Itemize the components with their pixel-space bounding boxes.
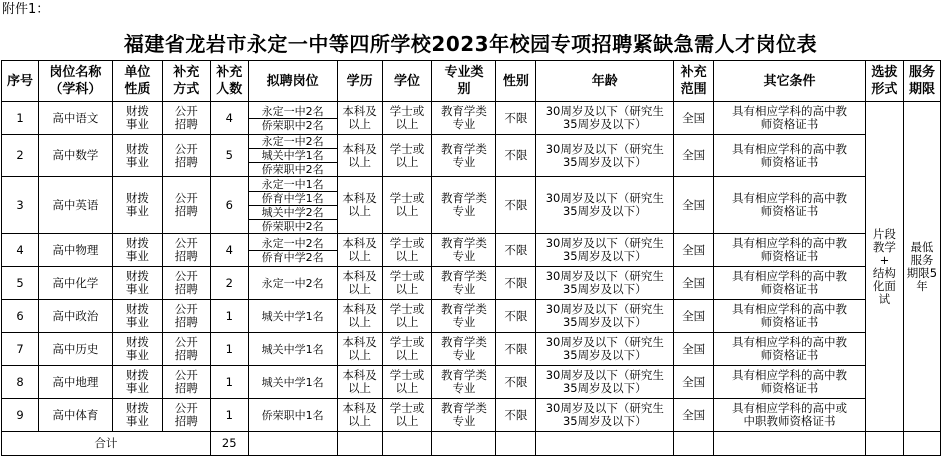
cell-count: 1 xyxy=(210,300,248,333)
cell-seq: 1 xyxy=(2,102,39,135)
cell-scope: 全国 xyxy=(674,177,714,234)
cell-gender: 不限 xyxy=(496,234,536,267)
cell-posts xyxy=(248,267,337,300)
cell-position-name: 高中语文 xyxy=(38,102,112,135)
header-posts: 拟聘岗位 xyxy=(248,61,337,102)
cell-gender: 不限 xyxy=(496,399,536,432)
cell-gender: 不限 xyxy=(496,102,536,135)
cell-seq: 3 xyxy=(2,177,39,234)
post-entry: 侨育中学2名 xyxy=(261,250,324,264)
cell-degree: 学士或 以上 xyxy=(382,366,432,399)
header-selection: 选拔 形式 xyxy=(865,61,903,102)
cell-degree: 学士或 以上 xyxy=(382,300,432,333)
cell-other: 具有相应学科的高中教 师资格证书 xyxy=(714,333,866,366)
cell-degree: 学士或 以上 xyxy=(382,399,432,432)
cell-position-name: 高中体育 xyxy=(38,399,112,432)
cell-posts xyxy=(248,135,337,177)
total-count: 25 xyxy=(210,432,248,456)
cell-major: 教育学类 专业 xyxy=(432,177,496,234)
cell-count: 2 xyxy=(210,267,248,300)
post-entry: 永定一中1名 xyxy=(249,178,337,192)
cell-count: 5 xyxy=(210,135,248,177)
cell-selection: 片段 教学 + 结构 化面 试 xyxy=(865,102,903,432)
cell-unit-type: 财拨 事业 xyxy=(112,135,162,177)
cell-age: 30周岁及以下（研究生 35周岁及以下） xyxy=(536,399,674,432)
cell-position-name: 高中数学 xyxy=(38,135,112,177)
header-unit: 单位 性质 xyxy=(112,61,162,102)
cell-age: 30周岁及以下（研究生 35周岁及以下） xyxy=(536,366,674,399)
post-entry: 侨育中学1名 xyxy=(249,192,337,206)
total-row xyxy=(2,432,941,456)
cell-gender: 不限 xyxy=(496,135,536,177)
header-position: 岗位名称 （学科） xyxy=(38,61,112,102)
header-major: 专业类 别 xyxy=(432,61,496,102)
cell-degree: 学士或 以上 xyxy=(382,333,432,366)
post-entry: 城关中学1名 xyxy=(261,309,324,323)
table-row xyxy=(2,333,941,366)
table-row xyxy=(2,399,941,432)
header-other: 其它条件 xyxy=(714,61,866,102)
table-row xyxy=(2,135,941,177)
cell-method: 公开 招聘 xyxy=(162,366,210,399)
cell-major: 教育学类 专业 xyxy=(432,333,496,366)
cell-posts xyxy=(248,333,337,366)
cell-count: 1 xyxy=(210,399,248,432)
cell-seq: 9 xyxy=(2,399,39,432)
cell-seq: 5 xyxy=(2,267,39,300)
cell-posts xyxy=(248,300,337,333)
table-row xyxy=(2,366,941,399)
header-age: 年龄 xyxy=(536,61,674,102)
positions-table xyxy=(1,60,941,456)
cell-other: 具有相应学科的高中教 师资格证书 xyxy=(714,366,866,399)
cell-age: 30周岁及以下（研究生 35周岁及以下） xyxy=(536,300,674,333)
post-entry: 城关中学1名 xyxy=(261,375,324,389)
post-entry: 永定一中2名 xyxy=(249,135,337,149)
cell-gender: 不限 xyxy=(496,333,536,366)
cell-education: 本科及 以上 xyxy=(337,102,382,135)
cell-unit-type: 财拨 事业 xyxy=(112,366,162,399)
header-gender: 性别 xyxy=(496,61,536,102)
cell-seq: 8 xyxy=(2,366,39,399)
cell-gender: 不限 xyxy=(496,267,536,300)
cell-seq: 4 xyxy=(2,234,39,267)
post-entry: 永定一中2名 xyxy=(249,105,337,119)
cell-position-name: 高中英语 xyxy=(38,177,112,234)
cell-education: 本科及 以上 xyxy=(337,234,382,267)
cell-degree: 学士或 以上 xyxy=(382,234,432,267)
header-service: 服务 期限 xyxy=(903,61,940,102)
cell-count: 4 xyxy=(210,234,248,267)
post-entry: 侨荣职中1名 xyxy=(261,408,324,422)
cell-position-name: 高中化学 xyxy=(38,267,112,300)
cell-method: 公开 招聘 xyxy=(162,399,210,432)
post-entry: 侨荣职中2名 xyxy=(261,219,324,233)
cell-position-name: 高中地理 xyxy=(38,366,112,399)
cell-other: 具有相应学科的高中教 师资格证书 xyxy=(714,177,866,234)
cell-major: 教育学类 专业 xyxy=(432,102,496,135)
cell-education: 本科及 以上 xyxy=(337,135,382,177)
cell-scope: 全国 xyxy=(674,234,714,267)
cell-other: 具有相应学科的高中或 中职教师资格证书 xyxy=(714,399,866,432)
cell-other: 具有相应学科的高中教 师资格证书 xyxy=(714,300,866,333)
cell-other: 具有相应学科的高中教 师资格证书 xyxy=(714,267,866,300)
cell-major: 教育学类 专业 xyxy=(432,135,496,177)
header-method: 补充 方式 xyxy=(162,61,210,102)
page-title: 福建省龙岩市永定一中等四所学校2023年校园专项招聘紧缺急需人才岗位表 xyxy=(123,32,818,56)
cell-posts xyxy=(248,102,337,135)
cell-other: 具有相应学科的高中教 师资格证书 xyxy=(714,102,866,135)
cell-major: 教育学类 专业 xyxy=(432,234,496,267)
cell-position-name: 高中政治 xyxy=(38,300,112,333)
cell-scope: 全国 xyxy=(674,300,714,333)
annex-label: 附件1： xyxy=(2,2,50,17)
cell-other: 具有相应学科的高中教 师资格证书 xyxy=(714,135,866,177)
cell-count: 6 xyxy=(210,177,248,234)
cell-count: 1 xyxy=(210,333,248,366)
cell-method: 公开 招聘 xyxy=(162,102,210,135)
table-row xyxy=(2,267,941,300)
cell-unit-type: 财拨 事业 xyxy=(112,234,162,267)
cell-method: 公开 招聘 xyxy=(162,177,210,234)
cell-seq: 2 xyxy=(2,135,39,177)
cell-method: 公开 招聘 xyxy=(162,135,210,177)
cell-major: 教育学类 专业 xyxy=(432,267,496,300)
cell-gender: 不限 xyxy=(496,177,536,234)
cell-posts xyxy=(248,366,337,399)
cell-method: 公开 招聘 xyxy=(162,267,210,300)
cell-method: 公开 招聘 xyxy=(162,333,210,366)
cell-age: 30周岁及以下（研究生 35周岁及以下） xyxy=(536,234,674,267)
cell-position-name: 高中物理 xyxy=(38,234,112,267)
cell-other: 具有相应学科的高中教 师资格证书 xyxy=(714,234,866,267)
cell-education: 本科及 以上 xyxy=(337,267,382,300)
cell-unit-type: 财拨 事业 xyxy=(112,177,162,234)
cell-posts xyxy=(248,234,337,267)
cell-seq: 7 xyxy=(2,333,39,366)
table-row xyxy=(2,234,941,267)
cell-education: 本科及 以上 xyxy=(337,333,382,366)
cell-unit-type: 财拨 事业 xyxy=(112,267,162,300)
cell-age: 30周岁及以下（研究生 35周岁及以下） xyxy=(536,177,674,234)
cell-degree: 学士或 以上 xyxy=(382,177,432,234)
cell-scope: 全国 xyxy=(674,267,714,300)
cell-age: 30周岁及以下（研究生 35周岁及以下） xyxy=(536,333,674,366)
post-entry: 永定一中2名 xyxy=(261,276,324,290)
cell-gender: 不限 xyxy=(496,366,536,399)
total-label: 合计 xyxy=(2,432,211,456)
post-entry: 永定一中2名 xyxy=(249,237,337,251)
cell-scope: 全国 xyxy=(674,366,714,399)
header-degree: 学位 xyxy=(382,61,432,102)
cell-posts xyxy=(248,399,337,432)
cell-scope: 全国 xyxy=(674,102,714,135)
cell-scope: 全国 xyxy=(674,135,714,177)
post-entry: 侨荣职中2名 xyxy=(261,163,324,176)
cell-count: 4 xyxy=(210,102,248,135)
cell-method: 公开 招聘 xyxy=(162,300,210,333)
cell-degree: 学士或 以上 xyxy=(382,135,432,177)
table-row xyxy=(2,300,941,333)
header-seq: 序号 xyxy=(2,61,39,102)
cell-unit-type: 财拨 事业 xyxy=(112,333,162,366)
cell-degree: 学士或 以上 xyxy=(382,102,432,135)
post-entry: 城关中学1名 xyxy=(249,149,337,163)
post-entry: 城关中学1名 xyxy=(261,342,324,356)
cell-education: 本科及 以上 xyxy=(337,300,382,333)
cell-education: 本科及 以上 xyxy=(337,366,382,399)
cell-education: 本科及 以上 xyxy=(337,177,382,234)
cell-unit-type: 财拨 事业 xyxy=(112,300,162,333)
cell-age: 30周岁及以下（研究生 35周岁及以下） xyxy=(536,267,674,300)
cell-major: 教育学类 专业 xyxy=(432,399,496,432)
cell-position-name: 高中历史 xyxy=(38,333,112,366)
cell-scope: 全国 xyxy=(674,333,714,366)
cell-age: 30周岁及以下（研究生 35周岁及以下） xyxy=(536,102,674,135)
header-education: 学历 xyxy=(337,61,382,102)
cell-method: 公开 招聘 xyxy=(162,234,210,267)
cell-degree: 学士或 以上 xyxy=(382,267,432,300)
cell-unit-type: 财拨 事业 xyxy=(112,399,162,432)
post-entry: 侨荣职中2名 xyxy=(261,118,324,132)
table-row xyxy=(2,177,941,234)
cell-scope: 全国 xyxy=(674,399,714,432)
post-entry: 城关中学2名 xyxy=(249,206,337,220)
cell-major: 教育学类 专业 xyxy=(432,300,496,333)
cell-count: 1 xyxy=(210,366,248,399)
header-count: 补充 人数 xyxy=(210,61,248,102)
header-row xyxy=(2,61,941,102)
cell-posts xyxy=(248,177,337,234)
cell-gender: 不限 xyxy=(496,300,536,333)
cell-major: 教育学类 专业 xyxy=(432,366,496,399)
cell-seq: 6 xyxy=(2,300,39,333)
cell-unit-type: 财拨 事业 xyxy=(112,102,162,135)
cell-service: 最低 服务 期限5 年 xyxy=(903,102,940,432)
cell-education: 本科及 以上 xyxy=(337,399,382,432)
table-row xyxy=(2,102,941,135)
header-scope: 补充 范围 xyxy=(674,61,714,102)
cell-age: 30周岁及以下（研究生 35周岁及以下） xyxy=(536,135,674,177)
